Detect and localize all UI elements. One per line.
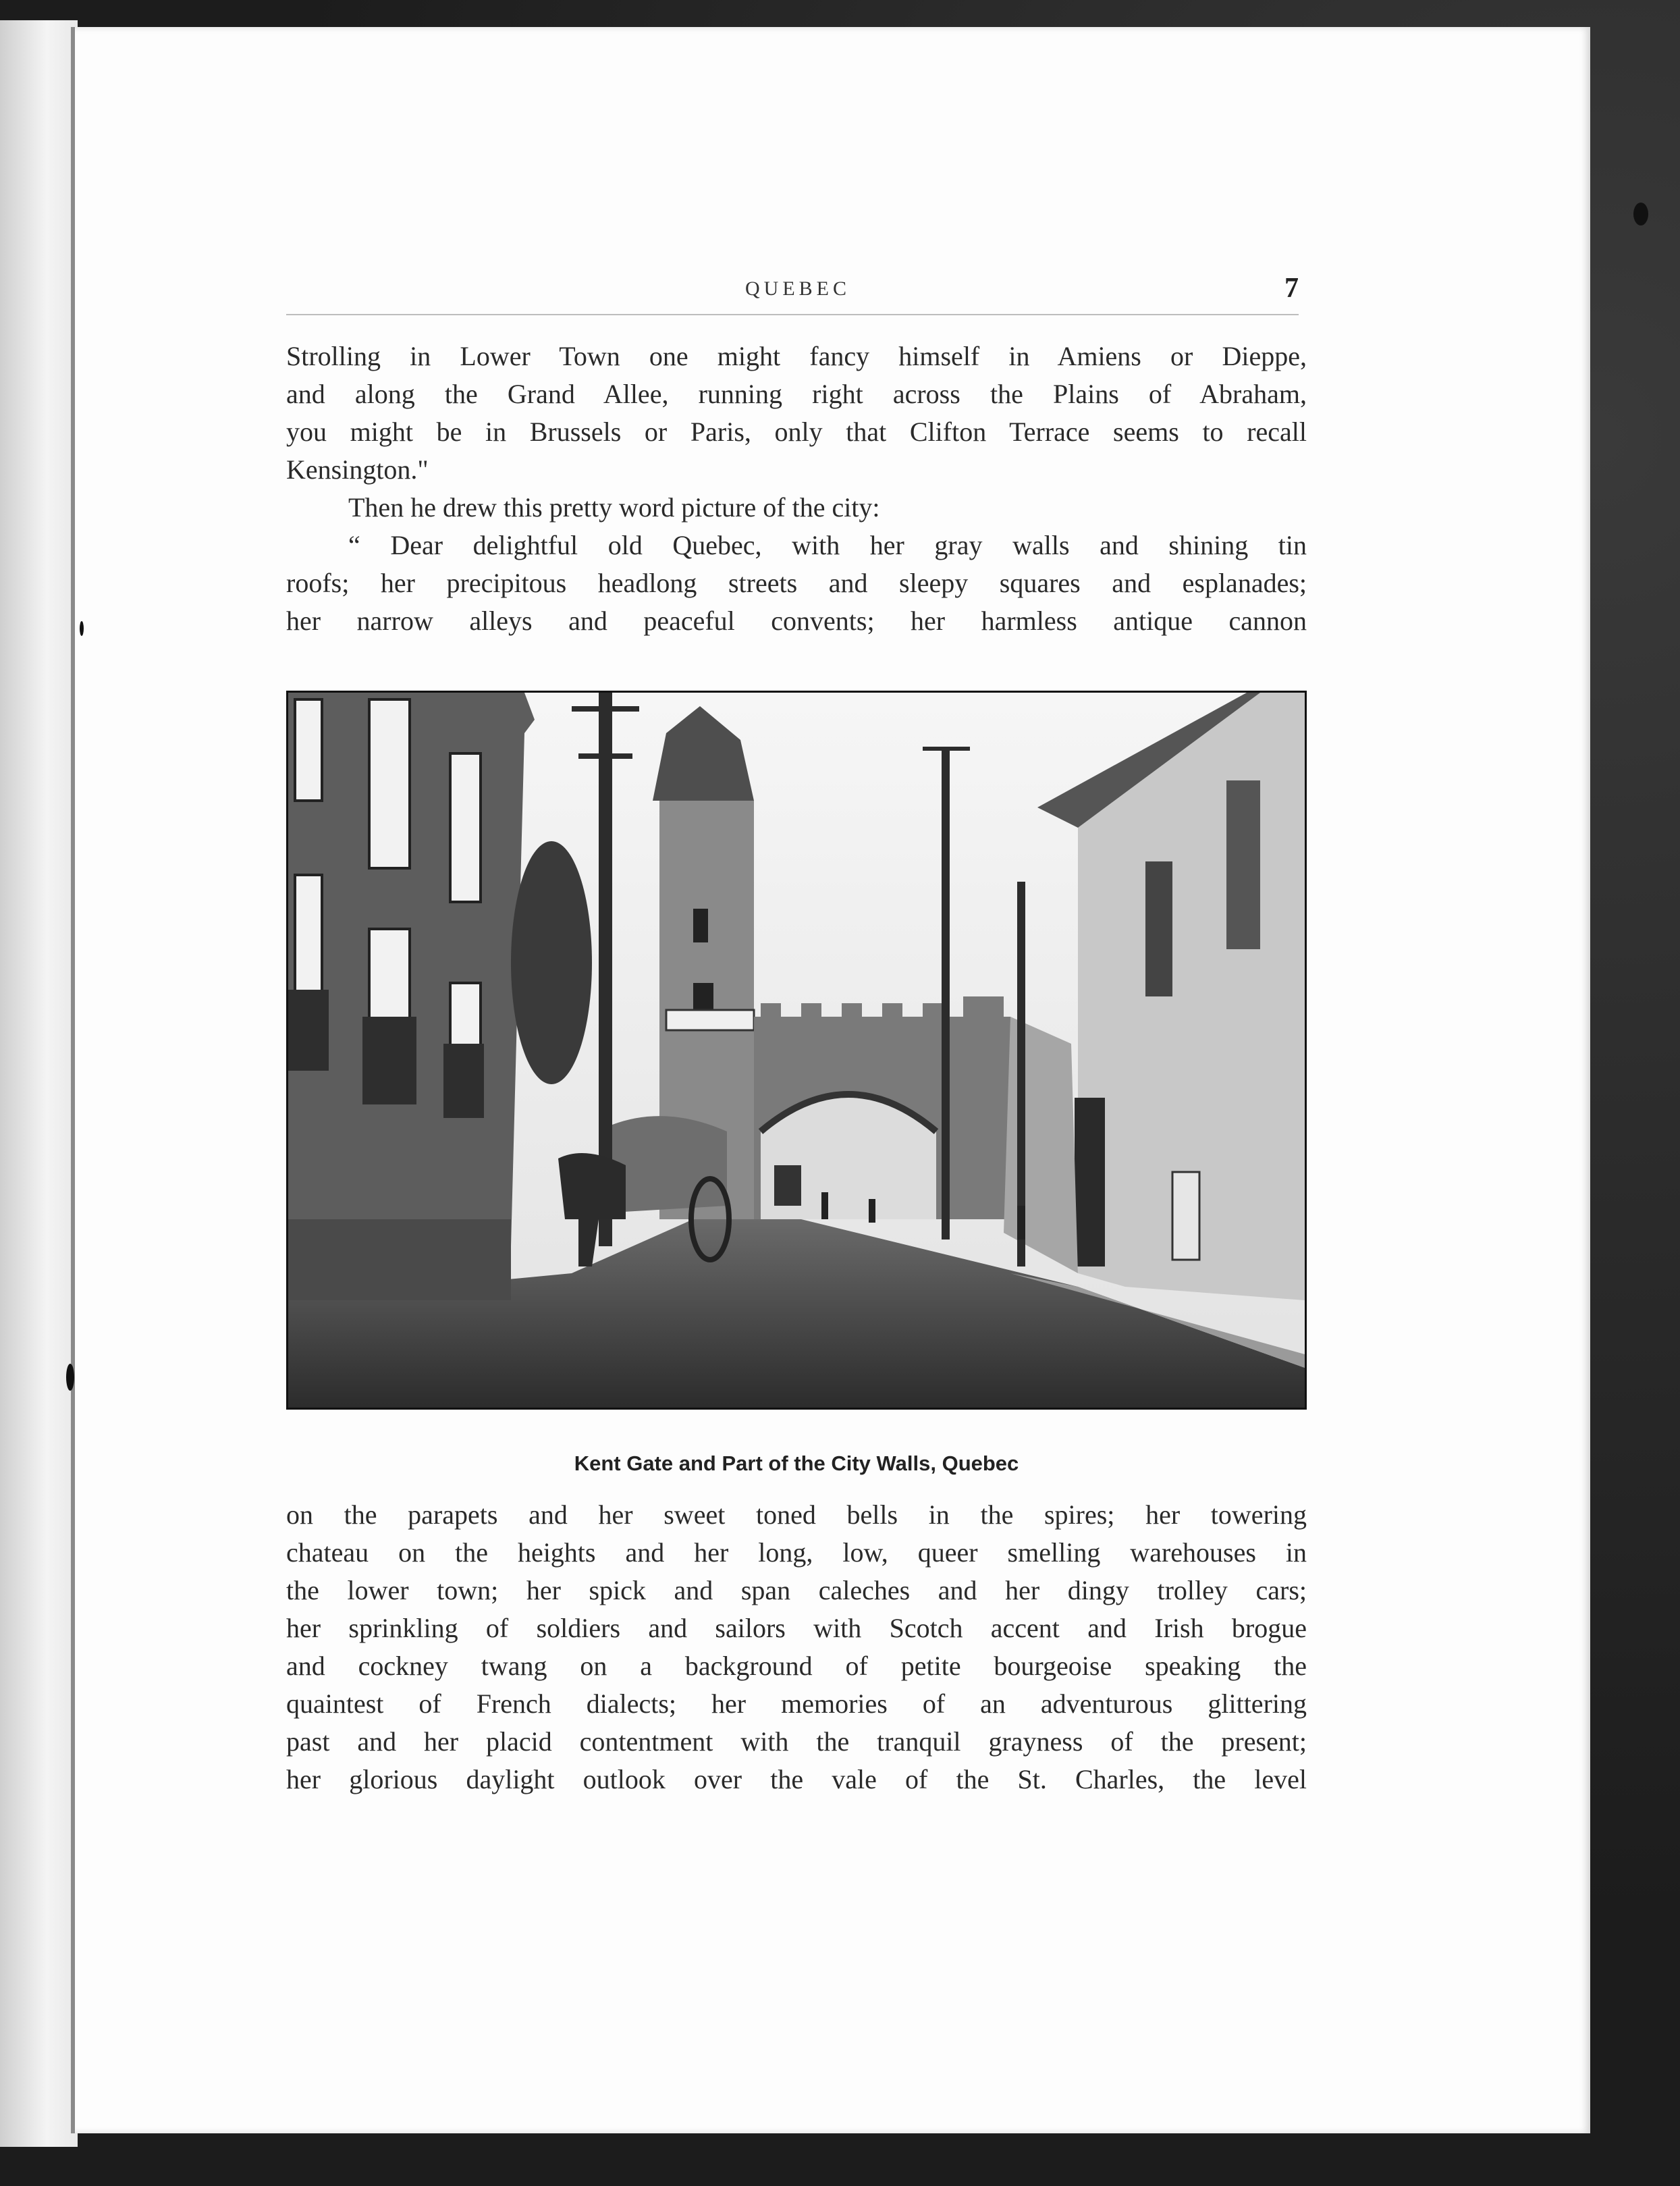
text-line: the lower town; her spick and span caleches and her dingy trolley cars; (286, 1575, 1307, 1605)
paragraph-2 (286, 489, 1307, 527)
running-header (286, 272, 1305, 313)
text-line: past and her placid contentment with the tranquil grayness of the present; (286, 1726, 1307, 1757)
text-line: Strolling in Lower Town one might fancy himself in Amiens or Dieppe, (286, 341, 1307, 371)
figure-caption: Kent Gate and Part of the City Walls, Quebec (574, 1451, 1019, 1475)
header-rule (286, 314, 1299, 315)
text-line: quaintest of French dialects; her memories of an adventurous glittering (286, 1688, 1307, 1719)
paragraph-4 (286, 1496, 1307, 1798)
text-line: you might be in Brussels or Paris, only that Clifton Terrace seems to recall (286, 417, 1307, 447)
text-line: on the parapets and her sweet toned bells in the spires; her towering (286, 1499, 1307, 1530)
text-line: her narrow alleys and peaceful convents; her harmless antique cannon (286, 606, 1307, 636)
paragraph-3 (286, 527, 1307, 640)
kent-gate-photograph (286, 691, 1307, 1410)
scan-speck (66, 1364, 74, 1391)
text-line: and cockney twang on a background of petite bourgeoise speaking the (286, 1651, 1307, 1681)
scan-speck (80, 621, 84, 636)
text-line: chateau on the heights and her long, low, queer smelling warehouses in (286, 1537, 1307, 1568)
scan-speck (1633, 203, 1648, 225)
text-line: “ Dear delightful old Quebec, with her gray walls and shining tin (348, 530, 1307, 560)
page-number: 7 (1284, 273, 1299, 304)
text-line: her glorious daylight outlook over the vale of the St. Charles, the level (286, 1764, 1307, 1794)
text-line: her sprinkling of soldiers and sailors with Scotch accent and Irish brogue (286, 1613, 1307, 1643)
text-line: roofs; her precipitous headlong streets and sleepy squares and esplanades; (286, 568, 1307, 598)
paragraph-1 (286, 338, 1307, 489)
facing-page-edge (0, 20, 78, 2147)
running-title: QUEBEC (745, 277, 850, 300)
text-line: Kensington." (286, 454, 429, 485)
page-gutter (71, 27, 75, 2133)
photo-illustration (288, 693, 1305, 1408)
text-line: Then he drew this pretty word picture of the city: (348, 492, 880, 523)
text-line: and along the Grand Allee, running right across the Plains of Abraham, (286, 379, 1307, 409)
